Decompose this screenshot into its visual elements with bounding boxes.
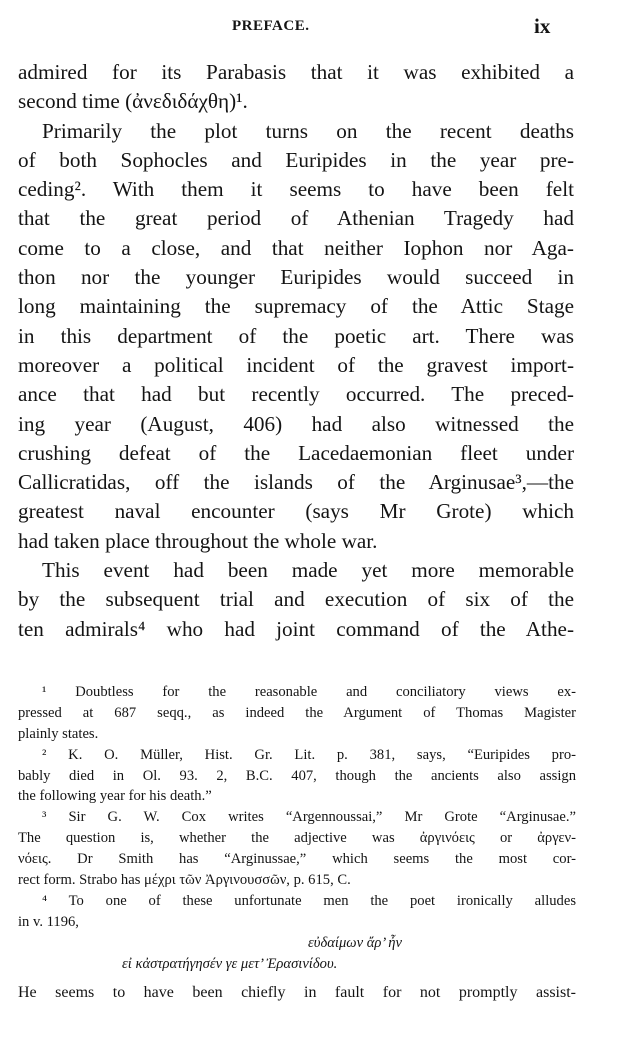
footnotes xyxy=(18,682,576,1006)
footnote-line-3: plainly states. xyxy=(18,725,99,742)
body-line-5: ceding². With them it seems to have been felt xyxy=(18,177,574,202)
body-line-11: moreover a political incident of the gravest import- xyxy=(18,352,574,377)
body-line-10: in this department of the poetic art. There was xyxy=(18,323,574,348)
greek-quote-line-2: εἰ κἀστρατήγησέν γε μετ’ Ἐρασινίδου. xyxy=(122,955,338,972)
body-line-7: come to a close, and that neither Iophon nor Aga- xyxy=(18,235,574,260)
body-line-9: long maintaining the supremacy of the Attic Stage xyxy=(18,294,574,319)
body-line-4: of both Sophocles and Euripides in the year pre- xyxy=(18,147,574,172)
footnote-line-5: bably died in Ol. 93. 2, B.C. 407, though the ancients also assign xyxy=(18,767,576,784)
footnote-line-6: the following year for his death.” xyxy=(18,788,212,805)
footnote-line-8: The question is, whether the adjective was ἀργινόεις or ἀργεν- xyxy=(18,830,576,847)
page-header xyxy=(0,14,620,44)
footnote-continuation-line: He seems to have been chiefly in fault for not promptly assist- xyxy=(18,984,576,1002)
body-line-15: Callicratidas, off the islands of the Arginusae³,—the xyxy=(18,470,574,495)
greek-quote-line-1: εὐδαίμων ἄρ’ ἦν xyxy=(308,934,402,951)
running-title: PREFACE. xyxy=(232,18,310,34)
footnote-line-11: ⁴ To one of these unfortunate men the poet ironically alludes xyxy=(42,892,576,909)
main-text xyxy=(18,58,574,644)
body-line-2: second time (ἀνεδιδάχθη)¹. xyxy=(18,89,248,114)
footnote-line-10: rect form. Strabo has μέχρι τῶν Ἀργινουσσῶν, p. 615, C. xyxy=(18,872,351,889)
page-number: ix xyxy=(534,14,551,38)
body-line-12: ance that had but recently occurred. The preced- xyxy=(18,382,574,407)
footnote-line-7: ³ Sir G. W. Cox writes “Argennoussai,” Mr Grote “Arginusae.” xyxy=(42,809,576,826)
footnote-line-4: ² K. O. Müller, Hist. Gr. Lit. p. 381, says, “Euripides pro- xyxy=(42,746,576,763)
body-line-3: Primarily the plot turns on the recent deaths xyxy=(42,118,574,143)
body-line-17: had taken place throughout the whole war. xyxy=(18,528,378,553)
footnote-line-2: pressed at 687 seqq., as indeed the Argument of Thomas Magister xyxy=(18,704,576,721)
body-line-20: ten admirals⁴ who had joint command of the Athe- xyxy=(18,616,574,641)
body-line-18: This event had been made yet more memorable xyxy=(42,558,574,583)
body-line-13: ing year (August, 406) had also witnessed the xyxy=(18,411,574,436)
body-line-6: that the great period of Athenian Tragedy had xyxy=(18,206,574,231)
footnote-line-12: in v. 1196, xyxy=(18,913,79,930)
body-line-19: by the subsequent trial and execution of six of the xyxy=(18,587,574,612)
body-line-1: admired for its Parabasis that it was exhibited a xyxy=(18,60,574,84)
body-line-14: crushing defeat of the Lacedaemonian fleet under xyxy=(18,440,574,465)
footnote-line-9: νόεις. Dr Smith has “Arginussae,” which seems the most cor- xyxy=(18,851,576,868)
body-line-16: greatest naval encounter (says Mr Grote) which xyxy=(18,499,574,524)
body-line-8: thon nor the younger Euripides would succeed in xyxy=(18,265,574,290)
footnote-line-1: ¹ Doubtless for the reasonable and conciliatory views ex- xyxy=(42,684,576,700)
